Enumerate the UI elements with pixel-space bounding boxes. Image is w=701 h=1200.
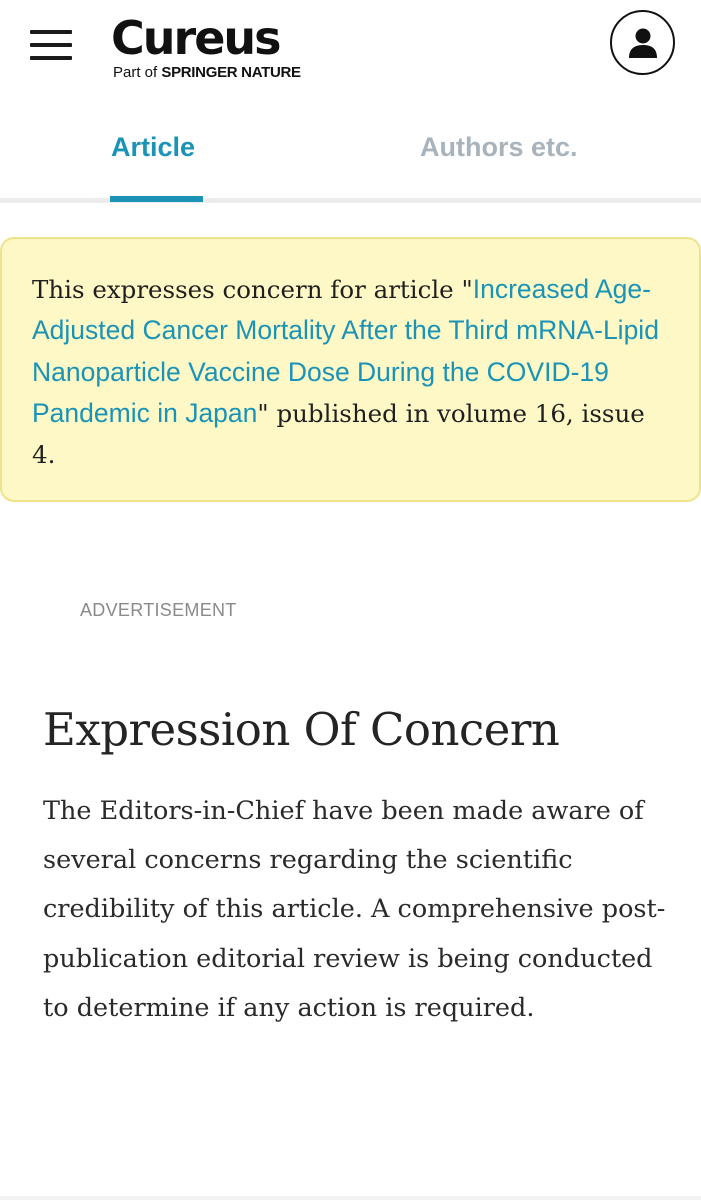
expression-of-concern-notice (0, 237, 701, 502)
advertisement-label: ADVERTISEMENT (80, 600, 237, 620)
active-tab-indicator (110, 196, 203, 202)
logo-wordmark: Cureus (111, 11, 280, 65)
account-button[interactable] (610, 10, 675, 75)
page-title: Expression Of Concern (43, 703, 560, 756)
concern-body-text: The Editors-in-Chief have been made aware of several concerns regarding the scientific credibility of this article. A comprehensive post-publication editorial review is being conducted to determine if any action is required. (43, 796, 666, 1023)
cureus-logo[interactable] (111, 10, 301, 82)
article-tabs (0, 100, 701, 203)
user-account-icon (628, 27, 658, 59)
notice-prefix: This expresses concern for article " (32, 275, 473, 304)
logo-tagline (113, 64, 301, 82)
logo-tagline-brand: SPRINGER NATURE (161, 64, 301, 81)
tab-authors[interactable]: Authors etc. (420, 132, 578, 162)
divider (0, 1196, 701, 1200)
logo-tagline-prefix: Part of (113, 64, 162, 81)
hamburger-menu-icon[interactable] (30, 30, 72, 60)
notice-suffix: " published in volume 16, issue 4. (32, 398, 645, 470)
site-header (0, 0, 701, 100)
tab-article[interactable]: Article (111, 132, 196, 162)
related-article-link[interactable]: Increased Age-Adjusted Cancer Mortality After the Third mRNA-Lipid Nanoparticle Vaccine Dose During the COVID-19 Pandemic in Japan (32, 274, 659, 428)
